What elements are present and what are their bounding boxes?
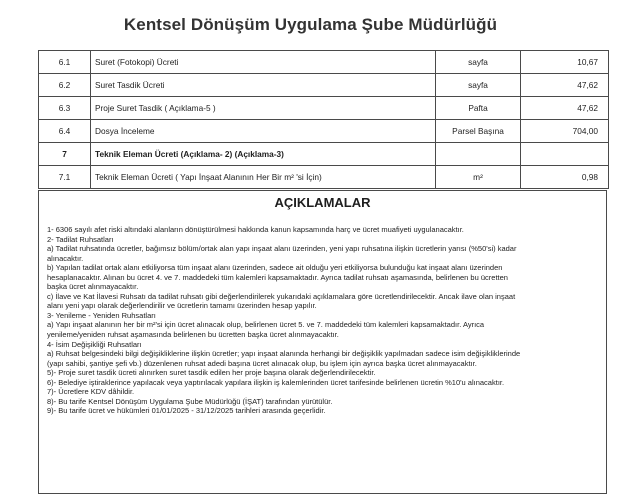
row-description: Dosya İnceleme bbox=[91, 120, 436, 143]
note-line: c) İlave ve Kat İlavesi Ruhsatı da tadilat ruhsatı gibi değerlendirilerek yukarıdaki açıklamalara göre ücretlendirilecektir. Ancak ilave olan inşaat bbox=[47, 291, 516, 301]
table-row bbox=[39, 74, 609, 97]
note-line: a) Tadilat ruhsatında ücretler, bağımsız bölüm/ortak alan yapı inşaat alanı üzerinden, yeni yapı ruhsatına ilişkin ücretlerin yarısı (%50'si) kadar bbox=[47, 244, 517, 254]
table-row bbox=[39, 120, 609, 143]
table-row bbox=[39, 166, 609, 189]
note-line: başka ücret alınmayacaktır. bbox=[47, 282, 139, 292]
row-price: 10,67 bbox=[521, 51, 609, 74]
note-line: alanı yeni yapı olarak değerlendirilir ve ücretlerin tamamı üzerinden hesap yapılır. bbox=[47, 301, 317, 311]
note-line: 4- İsim Değişikliği Ruhsatları bbox=[47, 339, 142, 349]
row-unit: sayfa bbox=[436, 51, 521, 74]
row-description: Teknik Eleman Ücreti ( Yapı İnşaat Alanının Her Bir m² 'si İçin) bbox=[91, 166, 436, 189]
row-price: 0,98 bbox=[521, 166, 609, 189]
table-row bbox=[39, 143, 609, 166]
row-number: 6.4 bbox=[39, 120, 91, 143]
row-number: 6.3 bbox=[39, 97, 91, 120]
fee-table bbox=[38, 50, 609, 189]
row-description: Suret (Fotokopi) Ücreti bbox=[91, 51, 436, 74]
note-line: a) Ruhsat belgesindeki bilgi değişikliklerine ilişkin ücretler; yapı inşaat alanında herhangi bir değişiklik yapılmadan sadece isim değişikliklerinde bbox=[47, 349, 521, 359]
row-description: Teknik Eleman Ücreti (Açıklama- 2) (Açıklama-3) bbox=[91, 143, 436, 166]
note-line: 8)- Bu tarife Kentsel Dönüşüm Uygulama Şube Müdürlüğü (İŞAT) tarafından yürütülür. bbox=[47, 396, 333, 406]
table-row bbox=[39, 51, 609, 74]
notes-list bbox=[47, 225, 602, 416]
note-line: 5)- Proje suret tasdik ücreti alınırken suret tasdik edilen her proje başına olarak değerlendirilecektir. bbox=[47, 368, 376, 378]
row-price: 47,62 bbox=[521, 74, 609, 97]
row-unit: Parsel Başına bbox=[436, 120, 521, 143]
note-line: (yapı sahibi, şantiye şefi vb.) düzenlenen ruhsat adedi başına ücret alınacak olup, bu işlem için ayrıca başka ücret alınmayacaktır. bbox=[47, 358, 477, 368]
note-line: hesaplanacaktır. Alınan bu ücret 4. ve 7. maddedeki tüm kalemleri kapsamaktadır. Ayrıca tadilat ruhsatı aşamasında, belirlenen bu ücretten bbox=[47, 272, 508, 282]
table-row bbox=[39, 97, 609, 120]
note-line: yenileme/yeniden ruhsat aşamasında belirlenen bu ücretten başka ücret alınmayacaktır. bbox=[47, 330, 339, 340]
row-number: 7.1 bbox=[39, 166, 91, 189]
note-line: 6)- Belediye iştiraklerince yapılacak veya yaptırılacak yapılara ilişkin iş kalemlerinden ücret tarifesinde belirlenen ücretin %10'u alınacaktır. bbox=[47, 377, 505, 387]
row-price: 47,62 bbox=[521, 97, 609, 120]
row-price: 704,00 bbox=[521, 120, 609, 143]
row-unit: Pafta bbox=[436, 97, 521, 120]
note-line: 7)- Ücretlere KDV dâhildir. bbox=[47, 387, 135, 397]
row-unit: m² bbox=[436, 166, 521, 189]
row-number: 7 bbox=[39, 143, 91, 166]
row-unit bbox=[436, 143, 521, 166]
note-line: 1- 6306 sayılı afet riski altındaki alanların dönüştürülmesi hakkında kanun kapsamında harç ve ücret muafiyeti uygulanacaktır. bbox=[47, 225, 464, 234]
page-title: Kentsel Dönüşüm Uygulama Şube Müdürlüğü bbox=[123, 15, 498, 34]
note-line: a) Yapı inşaat alanının her bir m²'si için ücret alınacak olup, belirlenen ücret 5. ve 7. maddedeki tüm kalemleri kapsamaktadır. Ayrıca bbox=[47, 320, 485, 330]
row-description: Suret Tasdik Ücreti bbox=[91, 74, 436, 97]
row-number: 6.1 bbox=[39, 51, 91, 74]
note-line: 9)- Bu tarife ücret ve hükümleri 01/01/2025 - 31/12/2025 tarihleri arasında geçerlidir. bbox=[47, 406, 326, 416]
row-description: Proje Suret Tasdik ( Açıklama-5 ) bbox=[91, 97, 436, 120]
row-unit: sayfa bbox=[436, 74, 521, 97]
note-line: b) Yapılan tadilat ortak alanı etkiliyorsa tüm inşaat alanı üzerinden, sadece ait olduğu yeri etkiliyorsa bulunduğu kat inşaat alanı üzerinden bbox=[47, 263, 503, 273]
row-price bbox=[521, 143, 609, 166]
note-line: alınacaktır. bbox=[47, 253, 84, 263]
row-number: 6.2 bbox=[39, 74, 91, 97]
notes-section bbox=[38, 190, 607, 494]
note-line: 2- Tadilat Ruhsatları bbox=[47, 234, 114, 244]
note-line: 3- Yenileme - Yeniden Ruhsatları bbox=[47, 310, 156, 320]
notes-title: AÇIKLAMALAR bbox=[274, 195, 371, 210]
